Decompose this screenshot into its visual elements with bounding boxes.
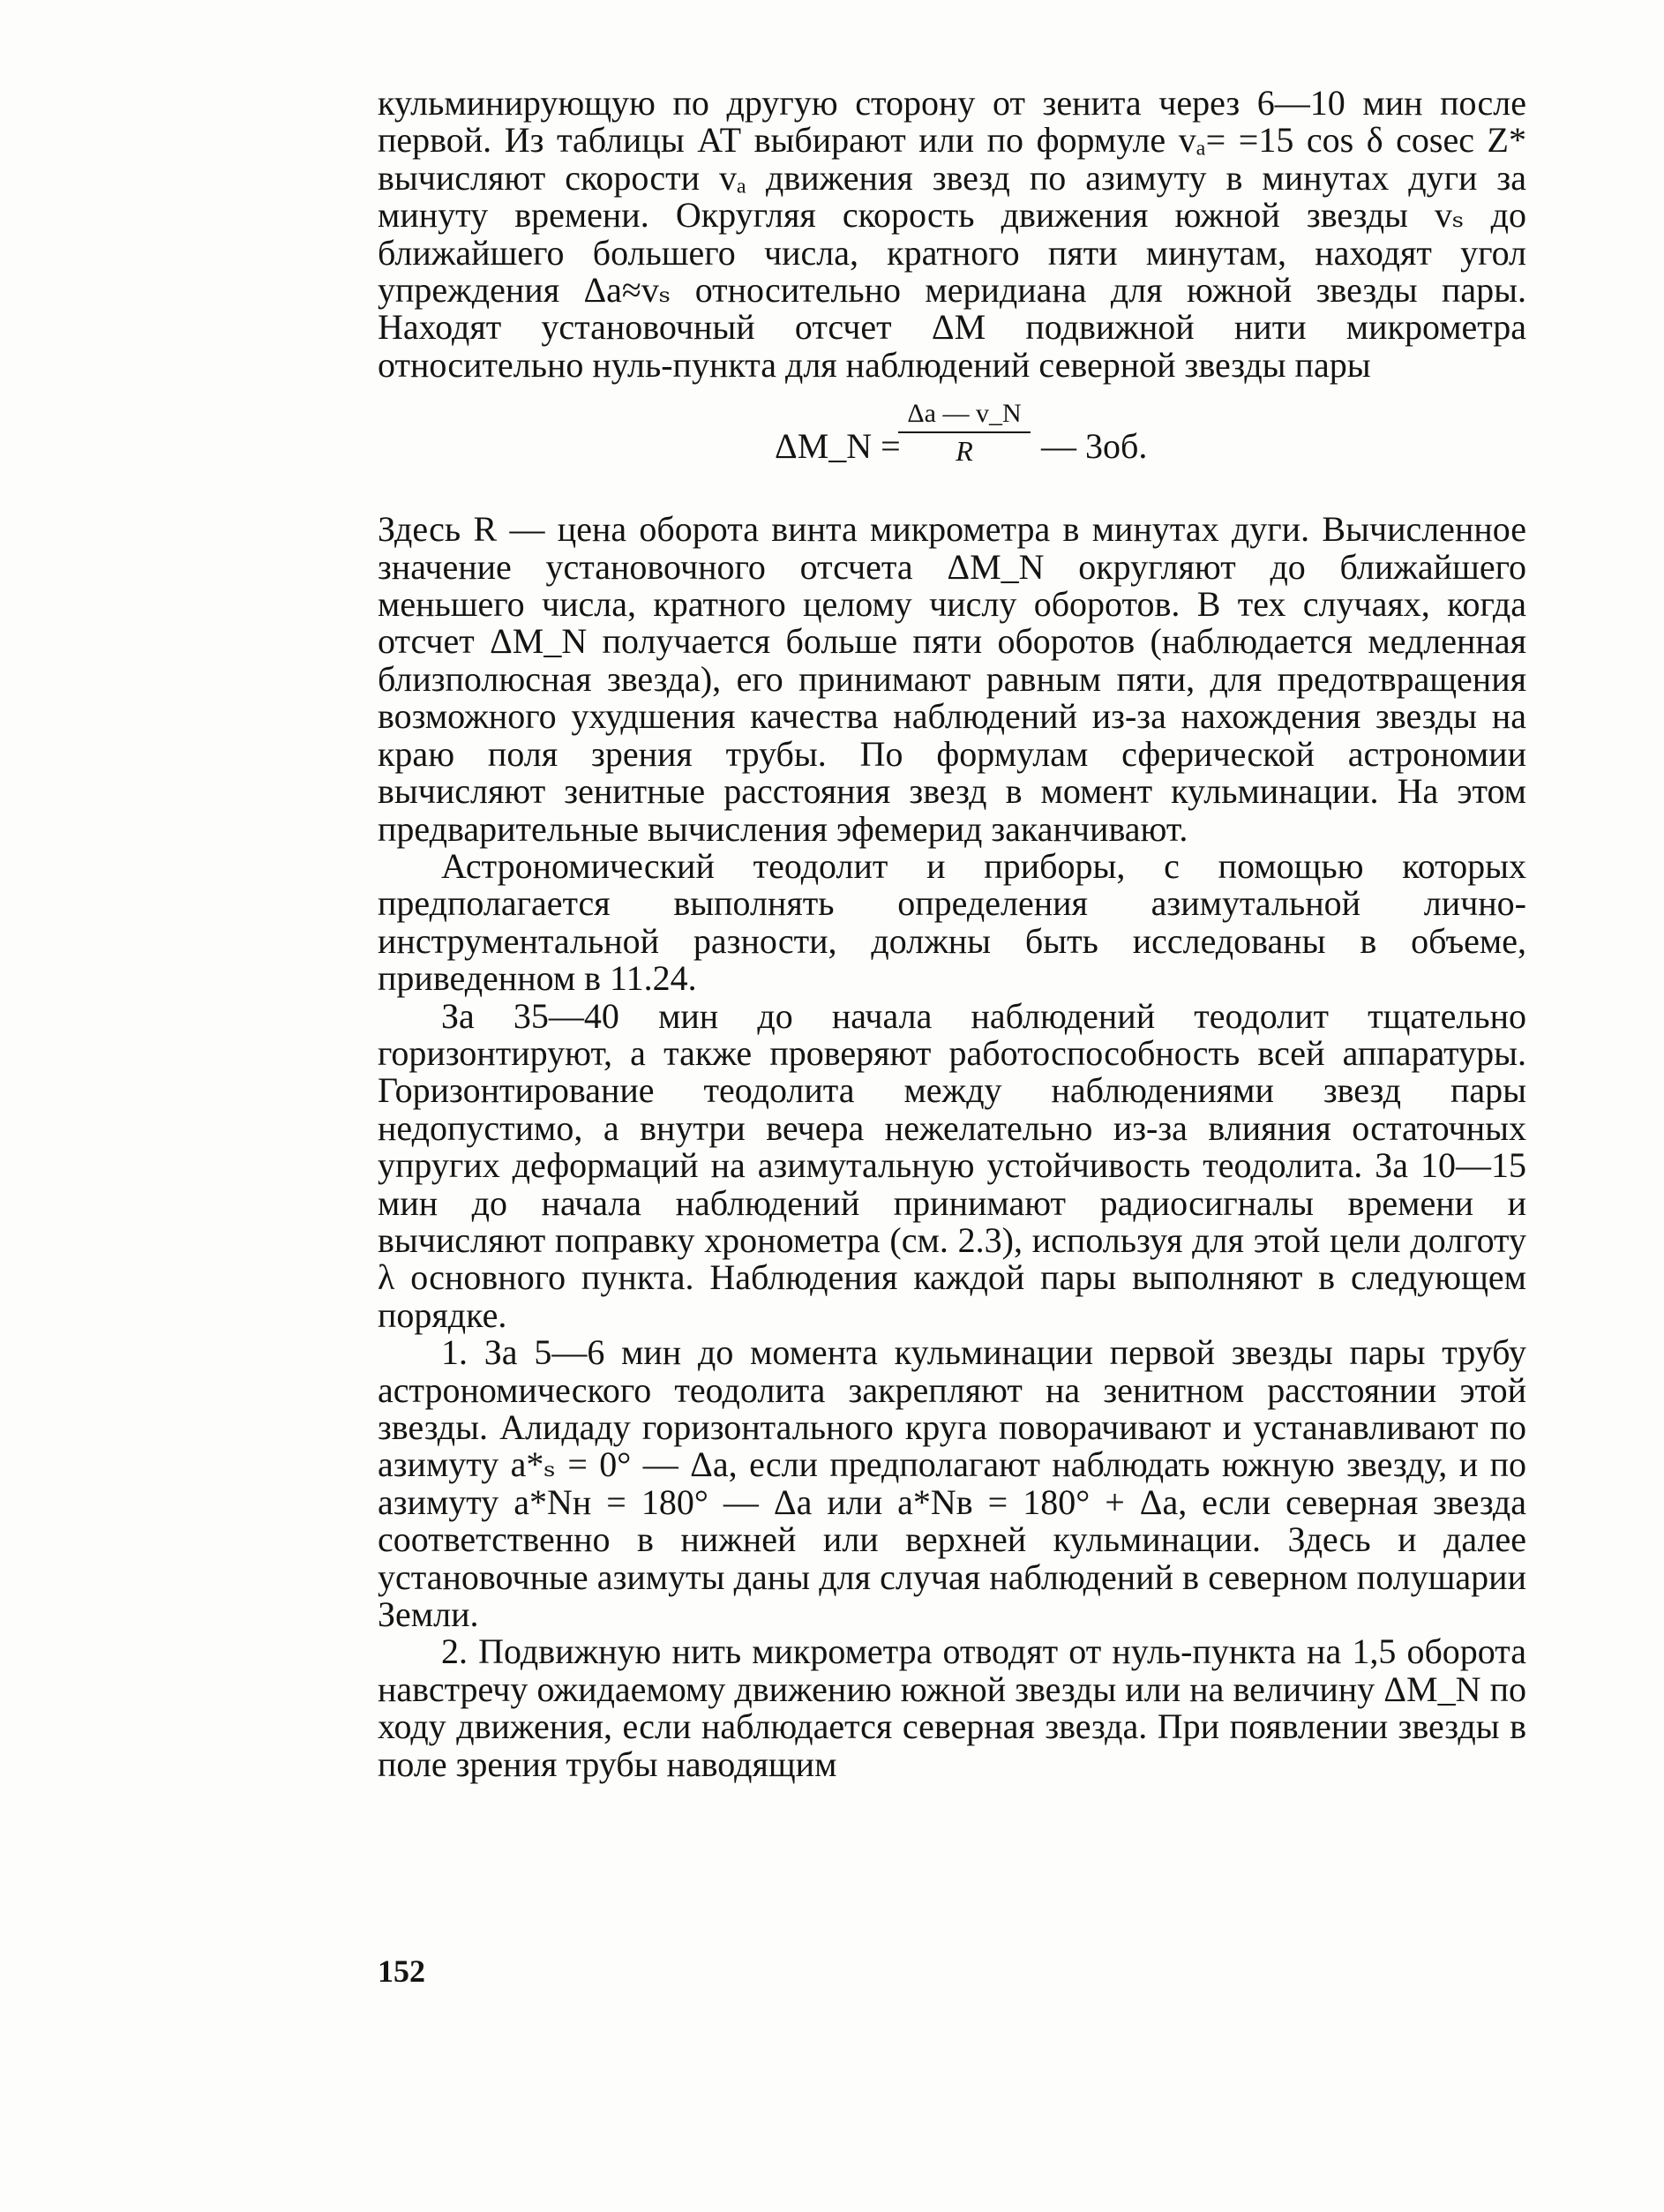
paragraph-3: Астрономический теодолит и приборы, с помощью которых предполагается выполнять определения азимутальной лично-инструментальной разности, должны быть исследованы в объеме, приведенном в 11.24.	[378, 845, 1526, 999]
fraction-bar	[898, 431, 1031, 433]
paragraph-2: Здесь R — цена оборота винта микрометра в минутах дуги. Вычисленное значение установочного отсчета ΔM_N округляют до ближайшего меньшего числа, кратного целому числу оборотов. В тех случаях, когда отсчет ΔM_N получается больше пяти оборотов (наблюдается медленная близполюсная звезда), его принимают равным пяти, для предотвращения возможного ухудшения качества наблюдений из-за нахождения звезды на краю поля зрения трубы. По формулам сферической астрономии вычисляют зенитные расстояния звезд в момент кульминации. На этом предварительные вычисления эфемерид заканчивают.	[378, 509, 1526, 849]
paragraph-6: 2. Подвижную нить микрометра отводят от нуль-пункта на 1,5 оборота навстречу ожидаемому движению южной звезды или на величину ΔM_N по ходу движения, если наблюдается северная звезда. При появлении звезды в поле зрения трубы наводящим	[378, 1631, 1526, 1784]
formula-delta-m	[378, 394, 1526, 499]
formula-rhs: — 3об.	[1041, 426, 1148, 467]
formula-fraction	[898, 398, 1031, 467]
formula-denominator: R	[956, 435, 973, 468]
formula-lhs: ΔM_N =	[775, 426, 901, 467]
paragraph-4: За 35—40 мин до начала наблюдений теодолит тщательно горизонтируют, а также проверяют работоспособность всей аппаратуры. Горизонтирование теодолита между наблюдениями звезд пары недопустимо, а внутри вечера нежелательно из-за влияния остаточных упругих деформаций на азимутальную устойчивость теодолита. За 10—15 мин до начала наблюдений принимают радиосигналы времени и вычисляют поправку хронометра (см. 2.3), используя для этой цели долготу λ основного пункта. Наблюдения каждой пары выполняют в следующем порядке.	[378, 995, 1526, 1335]
page-number: 152	[378, 1953, 425, 1989]
formula-numerator: Δa — v_N	[907, 399, 1022, 429]
paragraph-1: кульминирующую по другую сторону от зенита через 6—10 мин после первой. Из таблицы АТ выбирают или по формуле vₐ= =15 cos δ cosec Z* вычисляют скорости vₐ движения звезд по азимуту в минутах дуги за минуту времени. Округляя скорость движения южной звезды vₛ до ближайшего большего числа, кратного пяти минутам, находят угол упреждения Δa≈vₛ относительно меридиана для южной звезды пары. Находят установочный отсчет ΔM подвижной нити микрометра относительно нуль-пункта для наблюдений северной звезды пары	[378, 83, 1526, 385]
paragraph-5: 1. За 5—6 мин до момента кульминации первой звезды пары трубу астрономического теодолита закрепляют на зенитном расстоянии этой звезды. Алидаду горизонтального круга поворачивают и устанавливают по азимуту a*ₛ = 0° — Δa, если предполагают наблюдать южную звезду, и по азимуту a*Nн = 180° — Δa или a*Nв = 180° + Δa, если северная звезда соответственно в нижней или верхней кульминации. Здесь и далее установочные азимуты даны для случая наблюдений в северном полушарии Земли.	[378, 1332, 1526, 1635]
body-text	[378, 85, 1526, 1783]
